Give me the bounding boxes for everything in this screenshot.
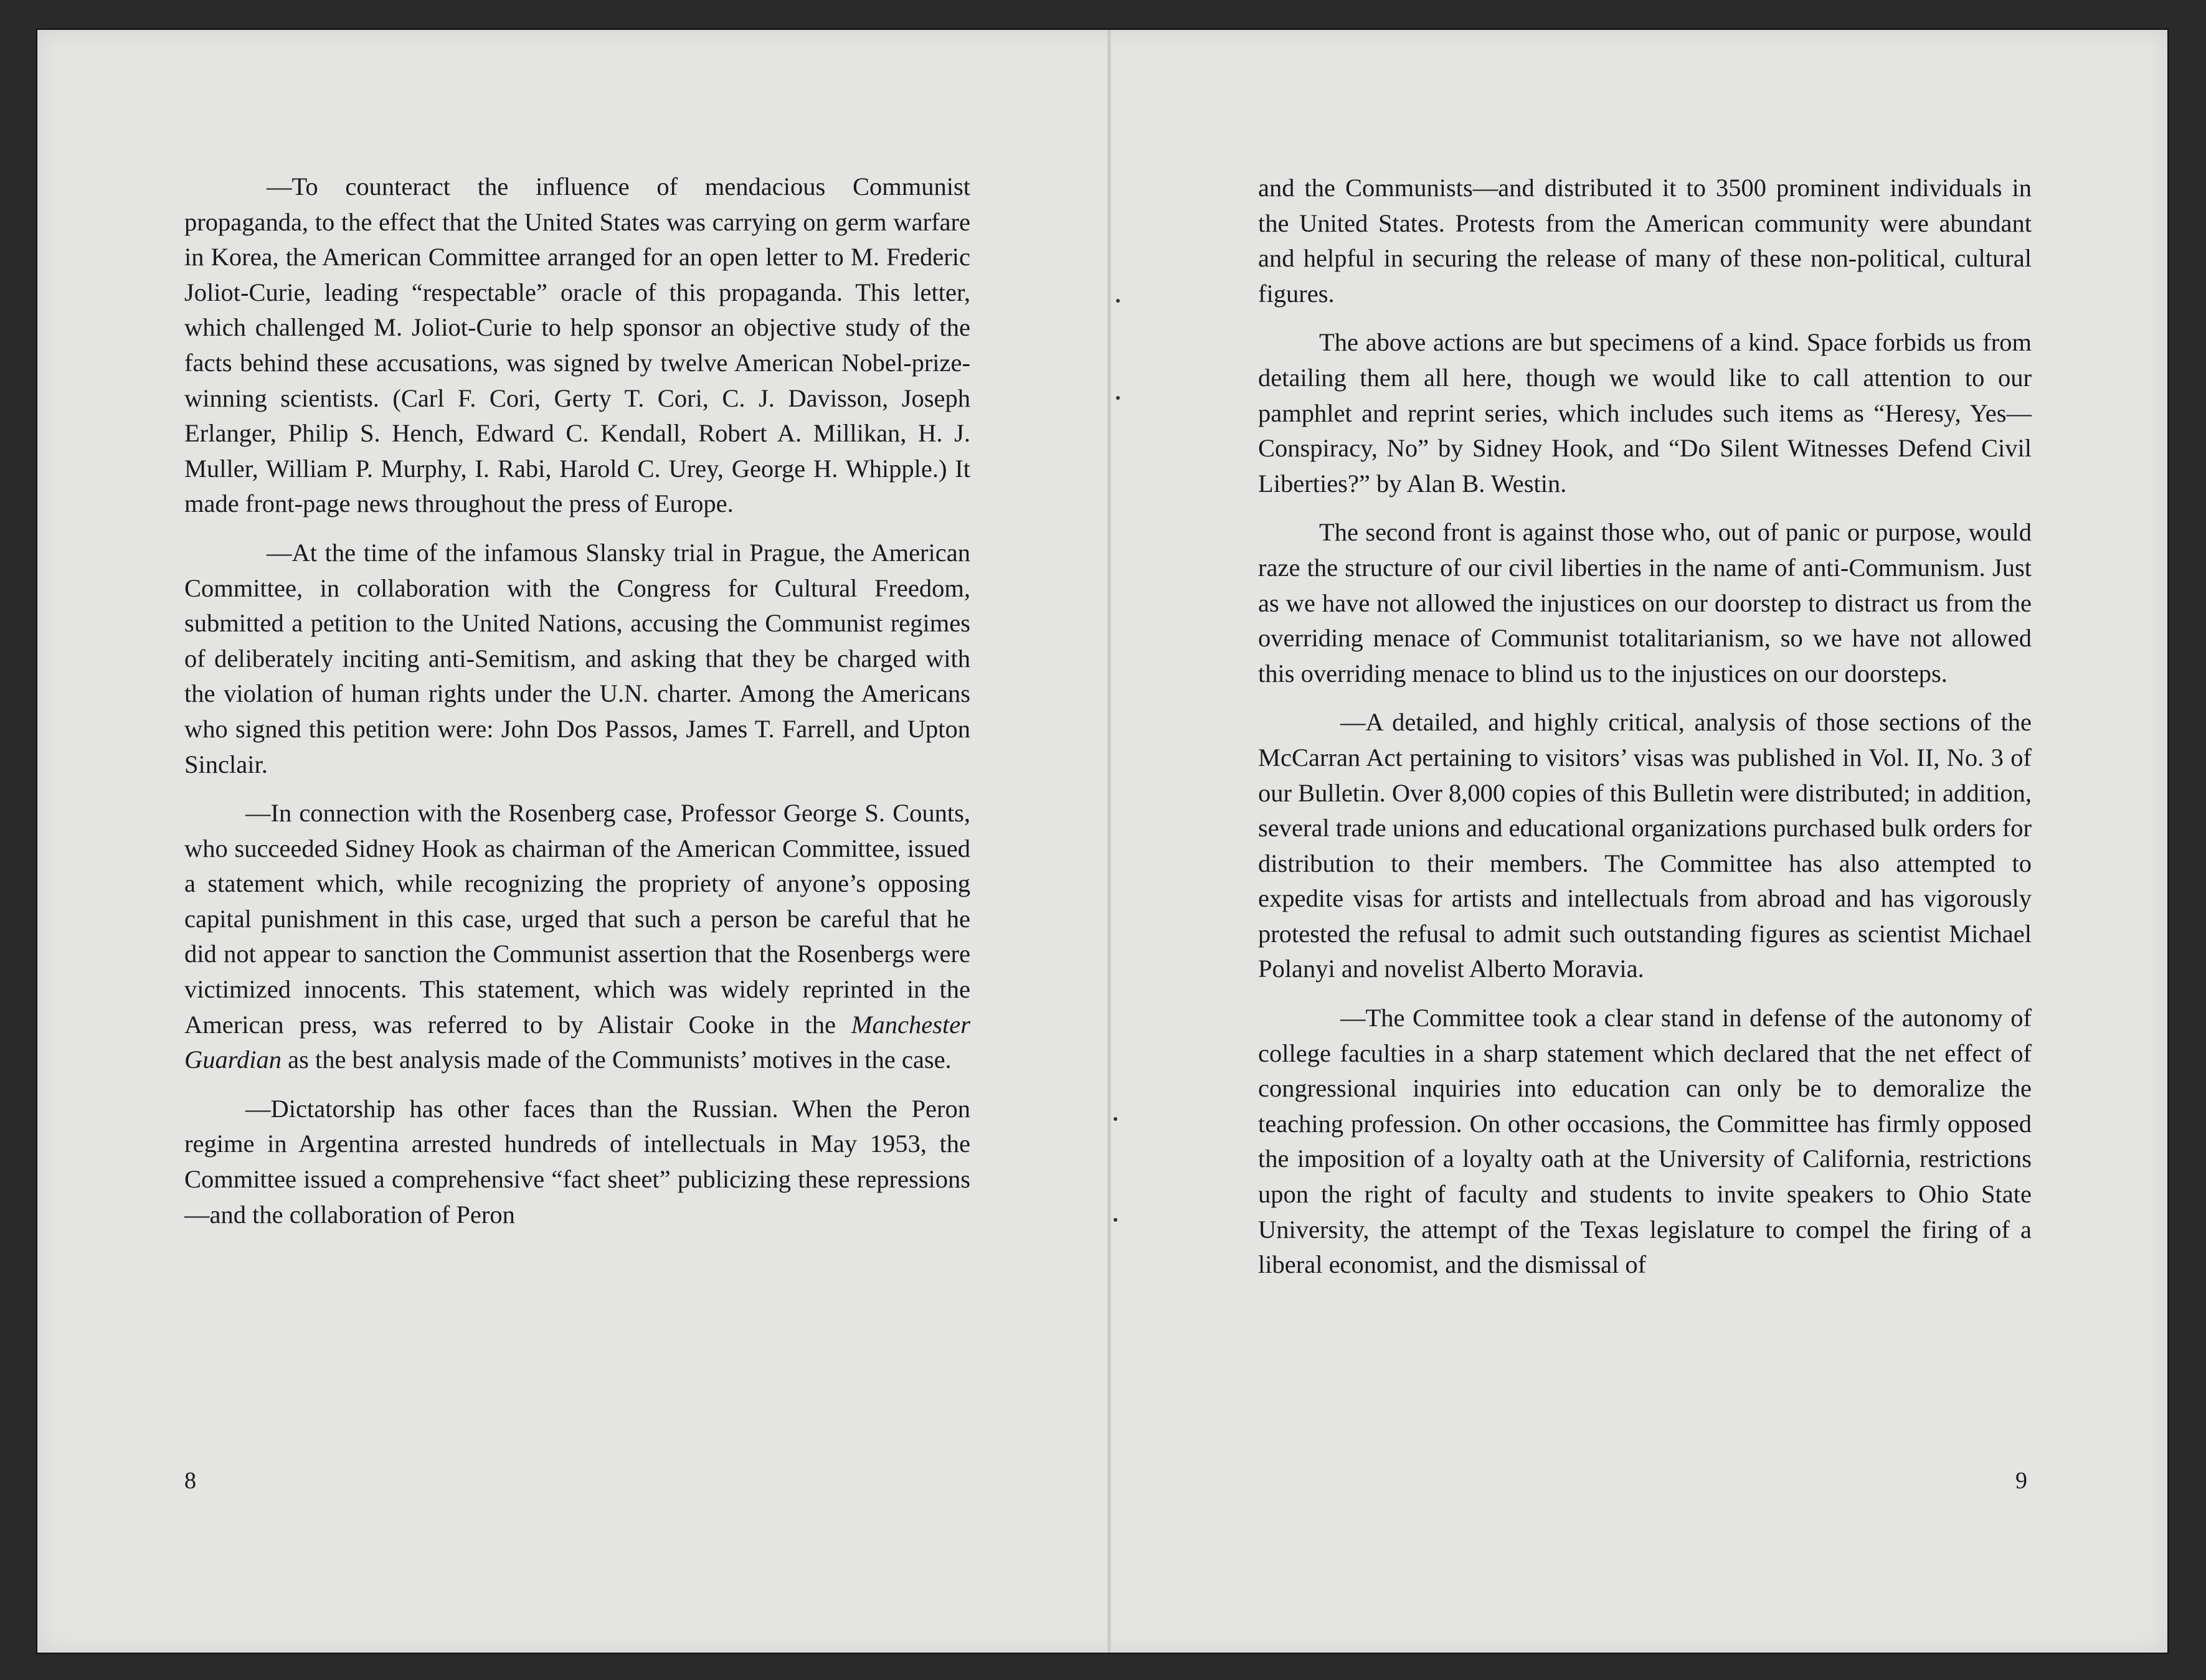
right-page-body (1258, 171, 2032, 1296)
paragraph-peron-regime: —Dictatorship has other faces than the Russian. When the Peron regime in Argentina arrested hundreds of intellectuals in May 1953, the Committee issued a comprehensive “fact sheet” publicizing these repressions—and the collaboration of Peron (184, 1094, 970, 1229)
page-number-right: 9 (2015, 1468, 2027, 1494)
paragraph-slansky-trial: —At the time of the infamous Slansky trial in Prague, the American Committee, in collaboration with the Congress for Cultural Freedom, submitted a petition to the United Nations, accusing the Communist regimes of deliberately inciting anti-Semitism, and asking that they be charged with the violation of human rights under the U.N. charter. Among the Americans who signed this petition were: John Dos Passos, James T. Farrell, and Upton Sinclair. (184, 538, 970, 778)
left-page-body (184, 169, 970, 1246)
manchester-guardian-title: Manchester Guardian (184, 1010, 970, 1074)
paragraph-mccarran-act: —A detailed, and highly critical, analysis of those sections of the McCarran Act pertaining to visitors’ visas was published in Vol. II, No. 3 of our Bulletin. Over 8,000 copies of this Bulletin were distributed; in addition, several trade unions and educational organizations purchased bulk orders for distribution to their members. The Committee has also attempted to expedite visas for artists and intellectuals from abroad and has vigorously protested the refusal to admit such outstanding figures as scientist Michael Polanyi and novelist Alberto Moravia. (1258, 708, 2032, 983)
paragraph-college-faculties: —The Committee took a clear stand in defense of the autonomy of college faculties in a sharp statement which declared that the net effect of congressional inquiries into education can only be to demoralize the teaching profession. On other occasions, the Committee has firmly opposed the imposition of a loyalty oath at the University of California, restrictions upon the right of faculty and students to invite speakers to Ohio State University, the attempt of the Texas legislature to compel the firing of a liberal economist, and the dismissal of (1258, 1004, 2032, 1279)
paragraph-continuation: and the Communists—and distributed it to 3500 prominent individuals in the United States. Protests from the American community were abundant and helpful in securing the release of many of these non-political, cultural figures. (1258, 174, 2032, 308)
right-page (1111, 30, 2167, 1653)
paragraph-specimens: The above actions are but specimens of a kind. Space forbids us from detailing them all here, though we would like to call attention to our pamphlet and reprint series, which includes such items as “Heresy, Yes—Conspiracy, No” by Sidney Hook, and “Do Silent Witnesses Defend Civil Liberties?” by Alan B. Westin. (1258, 328, 2032, 498)
page-number-left: 8 (184, 1468, 196, 1494)
left-page (37, 30, 1107, 1653)
paragraph-rosenberg-case (184, 796, 970, 1078)
paragraph-second-front: The second front is against those who, out of panic or purpose, would raze the structure of our civil liberties in the name of anti-Communism. Just as we have not allowed the injustices on our doorstep to distract us from the overriding menace of Communist totalitarianism, so we have not allowed this overriding menace to blind us to the injustices on our doorsteps. (1258, 518, 2032, 687)
rosenberg-text-end: as the best analysis made of the Communists’ motives in the case. (288, 1045, 952, 1074)
paragraph-germ-warfare: —To counteract the influence of mendacious Communist propaganda, to the effect that the United States was carrying on germ warfare in Korea, the American Committee arranged for an open letter to M. Frederic Joliot-Curie, leading “respectable” oracle of this propaganda. This letter, which challenged M. Joliot-Curie to help sponsor an objective study of the facts behind these accusations, was signed by twelve American Nobel-prize-winning scientists. (Carl F. Cori, Gerty T. Cori, C. J. Davisson, Joseph Erlanger, Philip S. Hench, Edward C. Kendall, Robert A. Millikan, H. J. Muller, William P. Murphy, I. Rabi, Harold C. Urey, George H. Whipple.) It made front-page news throughout the press of Europe. (184, 172, 970, 518)
rosenberg-text: —In connection with the Rosenberg case, Professor George S. Counts, who succeeded Sidney Hook as chairman of the American Committee, issued a statement which, while recognizing the propriety of anyone’s opposing capital punishment in this case, urged that such a person be careful that he did not appear to sanction the Communist assertion that the Rosenbergs were victimized innocents. This statement, which was widely reprinted in the American press, was referred to by Alistair Cooke in the (184, 799, 970, 1039)
book-spread (37, 30, 2167, 1653)
